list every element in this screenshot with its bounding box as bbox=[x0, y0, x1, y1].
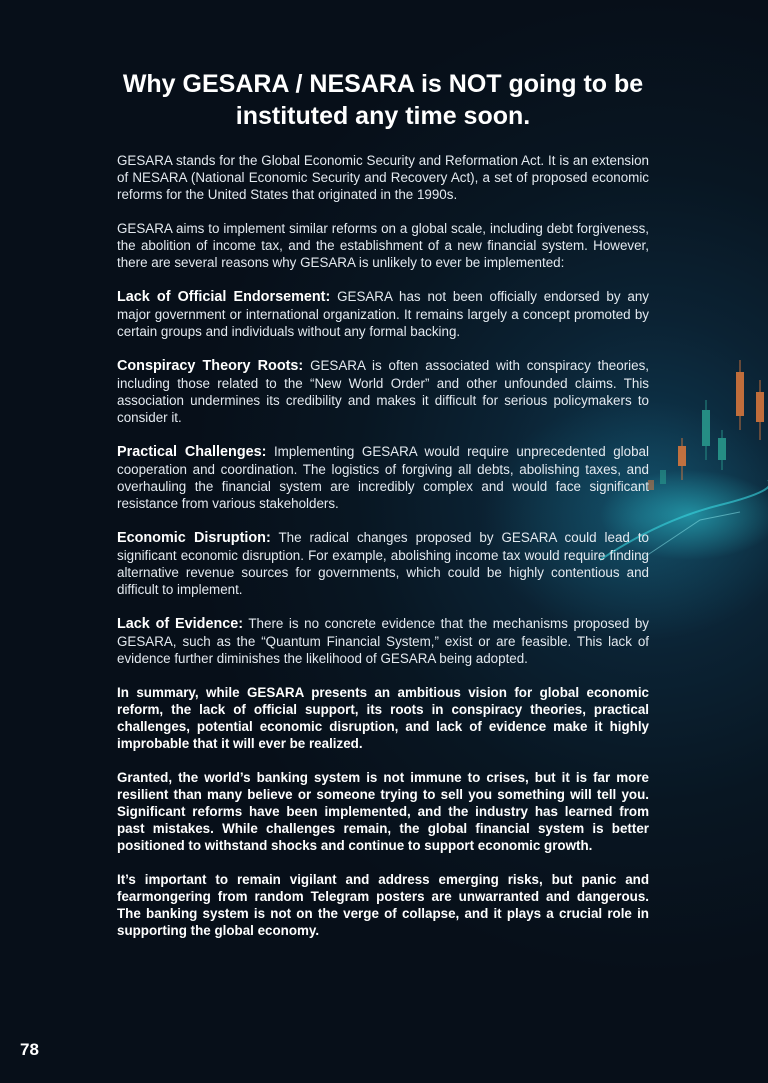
reason-text: The radical changes proposed by GESARA could lead to significant economic disruption. For example, abolishing income tax would require finding alternative revenue sources for governments, which could be highly contentious and difficult to implement. bbox=[117, 530, 649, 597]
page-title: Why GESARA / NESARA is NOT going to be instituted any time soon. bbox=[122, 70, 644, 130]
summary-paragraph: In summary, while GESARA presents an ambitious vision for global economic reform, the lack of official support, its roots in conspiracy theories, practical challenges, potential economic disruption, and lack of evidence make it highly improbable that it will ever be realized. bbox=[117, 685, 649, 751]
reason-paragraph bbox=[117, 357, 649, 426]
reason-text: GESARA is often associated with conspiracy theories, including those related to the “New World Order” and other unfounded claims. This association undermines its credibility and makes it difficult for serious policymakers to consider it. bbox=[117, 358, 649, 425]
reason-heading: Lack of Official Endorsement: bbox=[117, 289, 331, 305]
intro-paragraph: GESARA stands for the Global Economic Security and Reformation Act. It is an extension of NESARA (National Economic Security and Recovery Act), a set of proposed economic reforms for the United States that originated in the 1990s. bbox=[117, 153, 649, 202]
article bbox=[117, 68, 649, 956]
reason-text: Implementing GESARA would require unprecedented global cooperation and coordination. The logistics of forgiving all debts, abolishing taxes, and overhauling the financial system are incredibly complex and would face significant resistance from various stakeholders. bbox=[117, 444, 649, 511]
reason-heading: Lack of Evidence: bbox=[117, 616, 244, 632]
reason-paragraph bbox=[117, 288, 649, 340]
reason-text: GESARA has not been officially endorsed by any major government or international organization. It remains largely a concept promoted by certain groups and individuals without any formal backing. bbox=[117, 289, 649, 339]
reason-heading: Conspiracy Theory Roots: bbox=[117, 358, 304, 374]
summary-paragraph: It’s important to remain vigilant and address emerging risks, but panic and fearmongering from random Telegram posters are unwarranted and dangerous. The banking system is not on the verge of collapse, and it plays a crucial role in supporting the global economy. bbox=[117, 872, 649, 938]
reason-text: There is no concrete evidence that the mechanisms proposed by GESARA, such as the “Quantum Financial System,” exist or are feasible. This lack of evidence further diminishes the likelihood of GESARA being adopted. bbox=[117, 616, 649, 666]
reason-paragraph bbox=[117, 615, 649, 667]
reason-paragraph bbox=[117, 443, 649, 512]
reason-heading: Economic Disruption: bbox=[117, 530, 271, 546]
reason-paragraph bbox=[117, 529, 649, 598]
summary-paragraph: Granted, the world’s banking system is not immune to crises, but it is far more resilient than many believe or someone trying to sell you something will tell you. Significant reforms have been implemented, and the industry has learned from past mistakes. While challenges remain, the global financial system is better positioned to withstand shocks and continue to support economic growth. bbox=[117, 770, 649, 853]
reason-heading: Practical Challenges: bbox=[117, 444, 267, 460]
page-number: 78 bbox=[20, 1040, 39, 1059]
intro-paragraph: GESARA aims to implement similar reforms on a global scale, including debt forgiveness, the abolition of income tax, and the establishment of a new financial system. However, there are several reasons why GESARA is unlikely to ever be implemented: bbox=[117, 221, 649, 270]
